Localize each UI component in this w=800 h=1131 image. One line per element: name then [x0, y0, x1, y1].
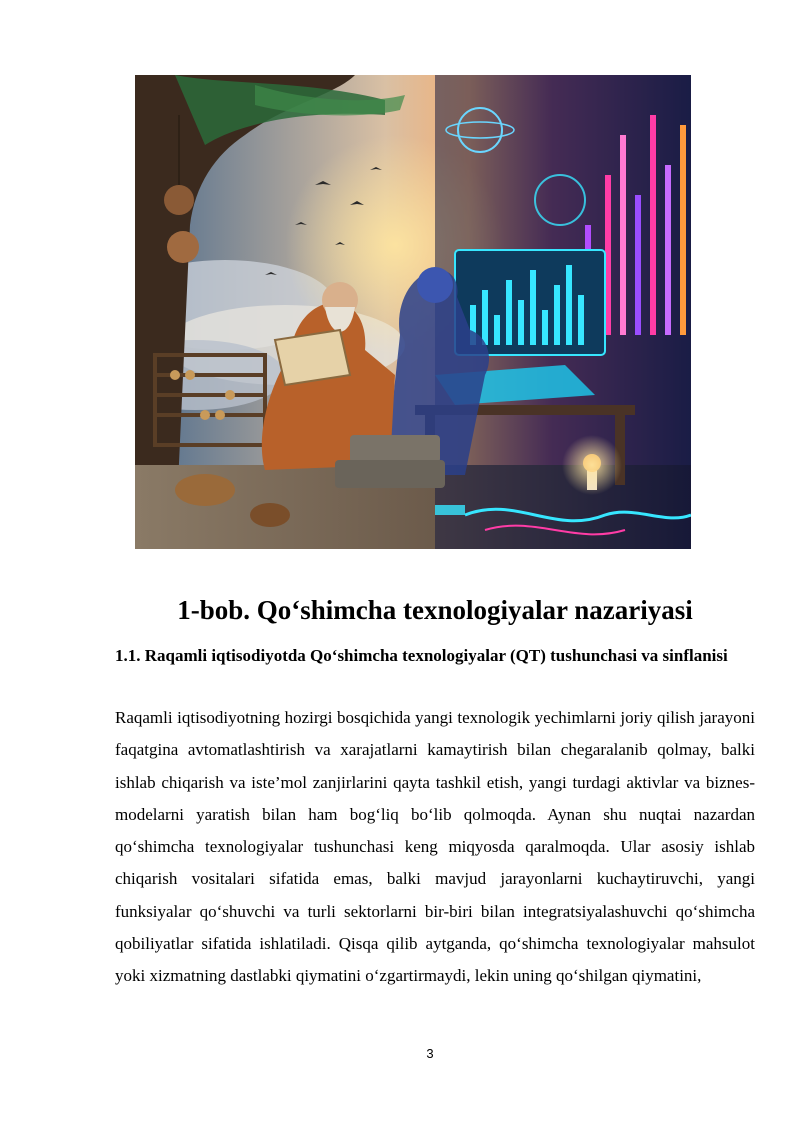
chapter-illustration	[135, 75, 691, 549]
body-paragraph: Raqamli iqtisodiyotning hozirgi bosqichida yangi texnologik yechimlarni joriy qilish jarayoni faqatgina avtomatlashtirish va xarajatlarni kamaytirish bilan chegaralanib qolmay, balki ishlab chiqarish va iste’mol zanjirlarini qayta tashkil etish, yangi turdagi aktivlar va biznes-modelarni yaratish bilan ham bog‘liq bo‘lib qolmoqda. Aynan shu nuqtai nazardan qo‘shimcha texnologiyalar tushunchasi keng miqyosda qaralmoqda. Ular asosiy ishlab chiqarish vositalari sifatida emas, balki mavjud jarayonlarni kuchaytiruvchi, yangi funksiyalar qo‘shuvchi va turli sektorlarni bir-biri bilan integratsiyalashuvchi qo‘shimcha qobiliyatlar sifatida ishlatiladi. Qisqa qilib aytganda, qo‘shimcha texnologiyalar mahsulot yoki xizmatning dastlabki qiymatini o‘zgartirmaydi, lekin uning qo‘shilgan qiymatini,	[115, 708, 755, 986]
section-heading: 1.1. Raqamli iqtisodiyotda Qo‘shimcha texnologiyalar (QT) tushunchasi va sinflanisi	[115, 646, 728, 665]
illustration-svg	[135, 75, 691, 549]
chapter-title: 1-bob. Qo‘shimcha texnologiyalar nazariyasi	[177, 595, 693, 625]
page-number: 3	[426, 1046, 434, 1061]
